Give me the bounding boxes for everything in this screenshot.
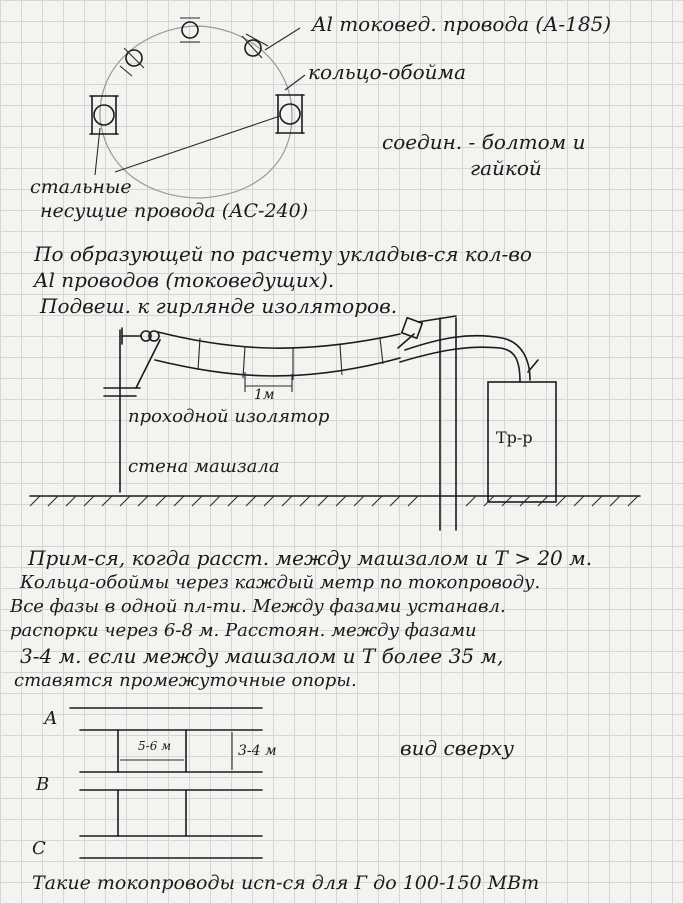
leader-steel-right [115, 116, 280, 172]
text2-line2: Кольца-обоймы через каждый метр по токопроводу. [20, 572, 541, 593]
label-phase-b: В [36, 774, 50, 795]
text2-line1: Прим-ся, когда расст. между машзалом и Т > 20 м. [28, 546, 593, 570]
text1-line3: Подвеш. к гирлянде изоляторов. [40, 294, 398, 318]
text2-line3: Все фазы в одной пл-ти. Между фазами устанавл. [10, 596, 506, 617]
text1-line1: По образующей по расчету укладыв-ся кол-во [34, 242, 532, 266]
busway-side-view [30, 316, 640, 530]
leader-steel-left [95, 128, 100, 175]
al-wire-3 [242, 34, 268, 58]
text1-line2: Al проводов (токоведущих). [34, 268, 335, 292]
label-phase-distance: 3-4 м [238, 743, 277, 759]
label-steel-line2: несущие провода (АС-240) [40, 200, 309, 222]
text2-line4: распорки через 6-8 м. Расстоян. между фазами [10, 620, 477, 641]
label-bushing-insulator: проходной изолятор [128, 406, 330, 427]
label-transformer: Тр-р [496, 428, 533, 447]
text2-line6: ставятся промежуточные опоры. [14, 670, 357, 691]
label-connection-line2: гайкой [470, 156, 542, 180]
label-connection-line1: соедин. - болтом и [382, 130, 586, 154]
label-phase-a: А [44, 708, 58, 729]
label-1m: 1м [254, 387, 275, 403]
label-steel-line1: стальные [30, 176, 132, 198]
label-al-conductors: Al токовед. провода (А-185) [312, 12, 612, 36]
label-phase-c: С [32, 838, 46, 859]
leader-ring [285, 75, 305, 90]
phases-top-view [70, 708, 262, 858]
text2-line5: 3-4 м. если между машзалом и Т более 35 м, [20, 644, 504, 668]
label-top-view: вид сверху [400, 736, 514, 760]
al-wire-1 [120, 48, 144, 76]
label-machine-hall-wall: стена машзала [128, 456, 280, 477]
label-spacer-interval: 5-6 м [138, 739, 172, 753]
text3-line1: Такие токопроводы исп-ся для Г до 100-150 МВт [32, 872, 540, 894]
steel-wire-left [90, 96, 118, 134]
label-ring-clamp: кольцо-обойма [308, 60, 467, 84]
leader-al [265, 28, 300, 50]
steel-wire-right [276, 95, 304, 133]
al-wire-2 [180, 18, 200, 42]
